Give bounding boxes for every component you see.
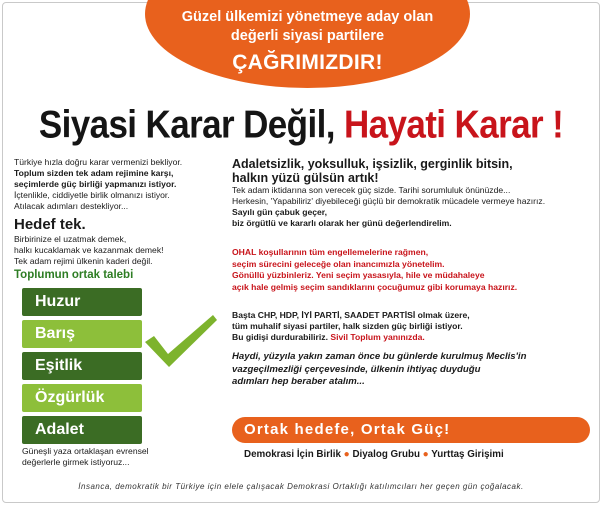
bullet-icon: ● <box>343 449 350 460</box>
left-text-3: seçimlerde güç birliği yapmanızı istiyor. <box>14 179 177 189</box>
demand-ozgurluk: Özgürlük <box>22 384 142 412</box>
demand-title: Toplumun ortak talebi <box>14 269 134 281</box>
right-bold-1: Sayılı gün çabuk geçer, <box>232 207 328 217</box>
right-bold-2: biz örgütlü ve kararlı olarak her günü değerlendirelim. <box>232 218 452 228</box>
right-italic-3: adımları hep beraber atalım... <box>232 376 365 387</box>
left-bottom-1: Güneşli yaza ortaklaşan evrensel <box>22 446 149 456</box>
right-party-3-black: Bu gidişi durdurabiliriz. <box>232 332 328 342</box>
demand-esitlik: Eşitlik <box>22 352 142 380</box>
organizations <box>244 449 504 460</box>
slogan-banner: Ortak hedefe, Ortak Güç! <box>232 417 590 443</box>
right-red-3: Gönüllü yüzbinleriz. Yeni seçim yasasıyla, hile ve müdahaleye <box>232 270 485 280</box>
footer-text: İnsanca, demokratik bir Türkiye için elele çalışacak Demokrasi Ortaklığı katılımcıları her geçen gün çoğalacak. <box>78 482 524 491</box>
left-text-5: Atılacak adımları destekliyor... <box>14 201 129 211</box>
left-bottom-text <box>22 446 222 468</box>
right-italic-1: Haydi, yüzyıla yakın zaman önce bu günlerde kurulmuş Meclis'in <box>232 351 527 362</box>
demand-list <box>22 288 142 448</box>
right-column <box>232 157 594 389</box>
left-bottom-2: değerlerle girmek istiyoruz... <box>22 457 130 467</box>
left-column <box>14 157 224 281</box>
bullet-icon: ● <box>422 449 429 460</box>
org-3: Yurttaş Girişimi <box>431 449 504 460</box>
demand-baris: Barış <box>22 320 142 348</box>
demand-adalet: Adalet <box>22 416 142 444</box>
right-party-2: tüm muhalif siyasi partiler, halk sizden güç birliği istiyor. <box>232 321 463 331</box>
right-text-1: Tek adam iktidarına son verecek güç sizde. Tarihi sorumluluk önünüzde... <box>232 185 511 195</box>
left-text-4: İçtenlikle, ciddiyetle birlik olmanızı istiyor. <box>14 190 170 200</box>
right-party-1: Başta CHP, HDP, İYİ PARTİ, SAADET PARTİSİ olmak üzere, <box>232 310 470 320</box>
left-text-2: Toplum sizden tek adam rejimine karşı, <box>14 168 174 178</box>
right-text-2: Herkesin, 'Yapabiliriz' diyebileceği güçlü bir demokratik mücadele vermeye hazırız. <box>232 196 546 206</box>
hedef-title: Hedef tek. <box>14 216 86 233</box>
org-1: Demokrasi İçin Birlik <box>244 449 341 460</box>
hedef-text-1: Birbirinize el uzatmak demek, <box>14 234 127 244</box>
top-line-1: Güzel ülkemizi yönetmeye aday olan <box>181 9 434 25</box>
org-2: Diyalog Grubu <box>352 449 420 460</box>
headline-red: Hayati Karar ! <box>343 102 564 147</box>
top-call: ÇAĞRIMIZDIR! <box>232 51 383 74</box>
right-headline-1: Adaletsizlik, yoksulluk, işsizlik, gerginlik bitsin, <box>232 157 513 171</box>
right-italic-2: vazgeçilmezliği çerçevesinde, ülkenin ihtiyaç duyduğu <box>232 363 481 375</box>
checkmark-icon <box>143 312 219 372</box>
hedef-text-2: halkı kucaklamak ve kazanmak demek! <box>14 245 164 255</box>
top-call-text <box>145 8 470 75</box>
right-red-1: OHAL koşullarının tüm engellemelerine rağmen, <box>232 247 429 257</box>
headline <box>0 103 602 148</box>
right-party-3-red: Sivil Toplum yanınızda. <box>330 332 425 342</box>
top-line-2: değerli siyasi partilere <box>230 28 385 44</box>
headline-black: Siyasi Karar Değil, <box>38 102 335 147</box>
right-headline-2: halkın yüzü gülsün artık! <box>232 171 379 185</box>
right-red-2: seçim sürecini geleceğe olan inancımızla yönetelim. <box>232 258 445 269</box>
demand-huzur: Huzur <box>22 288 142 316</box>
left-text-1: Türkiye hızla doğru karar vermenizi bekliyor. <box>14 157 183 167</box>
right-red-4: açık hale gelmiş seçim sandıklarını çocuğumuz gibi korumaya hazırız. <box>232 281 518 292</box>
right-party-3 <box>232 332 594 343</box>
hedef-text-3: Tek adam rejimi ülkenin kaderi değil. <box>14 256 153 266</box>
